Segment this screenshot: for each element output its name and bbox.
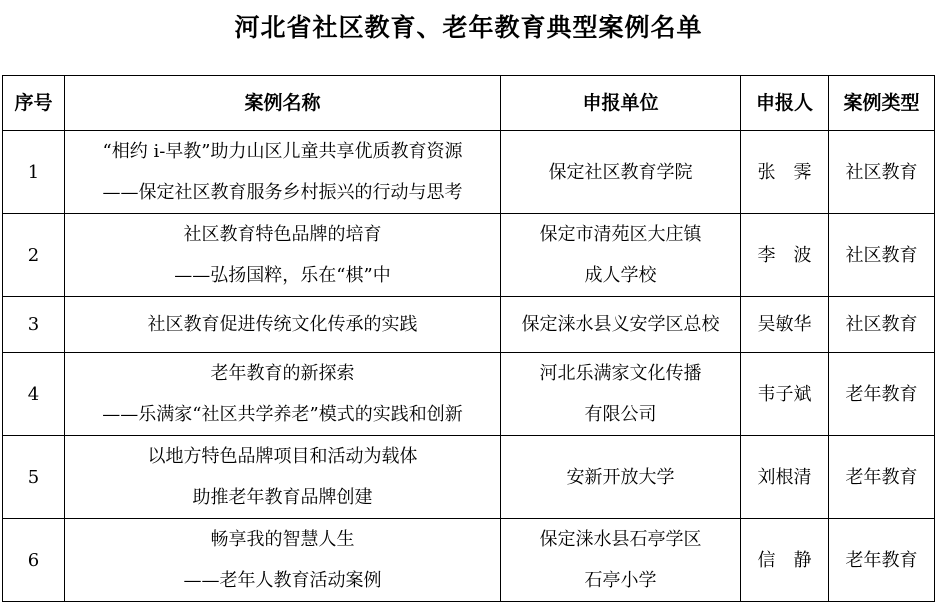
- case-name-line: 社区教育促进传统文化传承的实践: [147, 314, 418, 335]
- unit-line-2: 成人学校: [584, 265, 657, 286]
- case-subtitle-line: ——老年人教育活动案例: [183, 570, 382, 591]
- table-row: [3, 519, 935, 602]
- reporter-cell: 刘根清: [741, 436, 829, 519]
- unit-cell: [501, 214, 741, 297]
- case-subtitle-line: ——保定社区教育服务乡村振兴的行动与思考: [102, 182, 463, 203]
- reporter-cell: 李 波: [741, 214, 829, 297]
- case-name-cell: [65, 131, 501, 214]
- header-case-name: 案例名称: [65, 76, 501, 131]
- unit-line: 河北乐满家文化传播: [539, 363, 702, 384]
- unit-cell: [501, 131, 741, 214]
- header-unit: 申报单位: [501, 76, 741, 131]
- case-list-table: [2, 75, 935, 602]
- table-row: [3, 131, 935, 214]
- header-type: 案例类型: [829, 76, 935, 131]
- row-no: 6: [3, 519, 65, 602]
- row-no: 1: [3, 131, 65, 214]
- unit-cell: [501, 519, 741, 602]
- header-no: 序号: [3, 76, 65, 131]
- unit-line: 保定涞水县石亭学区: [539, 529, 702, 550]
- case-name-cell: [65, 214, 501, 297]
- table-row: [3, 436, 935, 519]
- unit-cell: [501, 436, 741, 519]
- table-row: [3, 353, 935, 436]
- reporter-cell: 韦子斌: [741, 353, 829, 436]
- case-name-line: 畅享我的智慧人生: [210, 529, 355, 550]
- table-row: [3, 297, 935, 353]
- row-no: 3: [3, 297, 65, 353]
- header-reporter: 申报人: [741, 76, 829, 131]
- type-cell: 老年教育: [829, 519, 935, 602]
- type-cell: 社区教育: [829, 131, 935, 214]
- type-cell: 老年教育: [829, 353, 935, 436]
- page-title: 河北省社区教育、老年教育典型案例名单: [234, 13, 703, 42]
- case-subtitle-line: 助推老年教育品牌创建: [192, 487, 373, 508]
- unit-line: 保定涞水县义安学区总校: [521, 314, 720, 335]
- case-name-cell: [65, 353, 501, 436]
- type-cell: 社区教育: [829, 297, 935, 353]
- type-cell: 老年教育: [829, 436, 935, 519]
- reporter-cell: 信 静: [741, 519, 829, 602]
- case-name-cell: [65, 297, 501, 353]
- unit-cell: [501, 297, 741, 353]
- type-cell: 社区教育: [829, 214, 935, 297]
- row-no: 2: [3, 214, 65, 297]
- case-name-line: 老年教育的新探索: [210, 363, 355, 384]
- unit-cell: [501, 353, 741, 436]
- case-name-cell: [65, 436, 501, 519]
- row-no: 4: [3, 353, 65, 436]
- table-row: [3, 214, 935, 297]
- case-name-line: “相约 i-早教”助力山区儿童共享优质教育资源: [102, 141, 463, 162]
- case-name-cell: [65, 519, 501, 602]
- unit-line: 保定市清苑区大庄镇: [539, 224, 702, 245]
- reporter-cell: 吴敏华: [741, 297, 829, 353]
- unit-line-2: 石亭小学: [584, 570, 657, 591]
- case-subtitle-line: ——乐满家“社区共学养老”模式的实践和创新: [102, 404, 463, 425]
- case-name-line: 社区教育特色品牌的培育: [183, 224, 382, 245]
- unit-line-2: 有限公司: [584, 404, 657, 425]
- unit-line: 安新开放大学: [566, 466, 675, 488]
- case-name-line: 以地方特色品牌项目和活动为载体: [147, 446, 418, 467]
- case-subtitle-line: ——弘扬国粹，乐在“棋”中: [174, 265, 391, 286]
- table-header-row: [3, 76, 935, 131]
- row-no: 5: [3, 436, 65, 519]
- unit-line: 保定社区教育学院: [548, 161, 693, 183]
- reporter-cell: 张 霁: [741, 131, 829, 214]
